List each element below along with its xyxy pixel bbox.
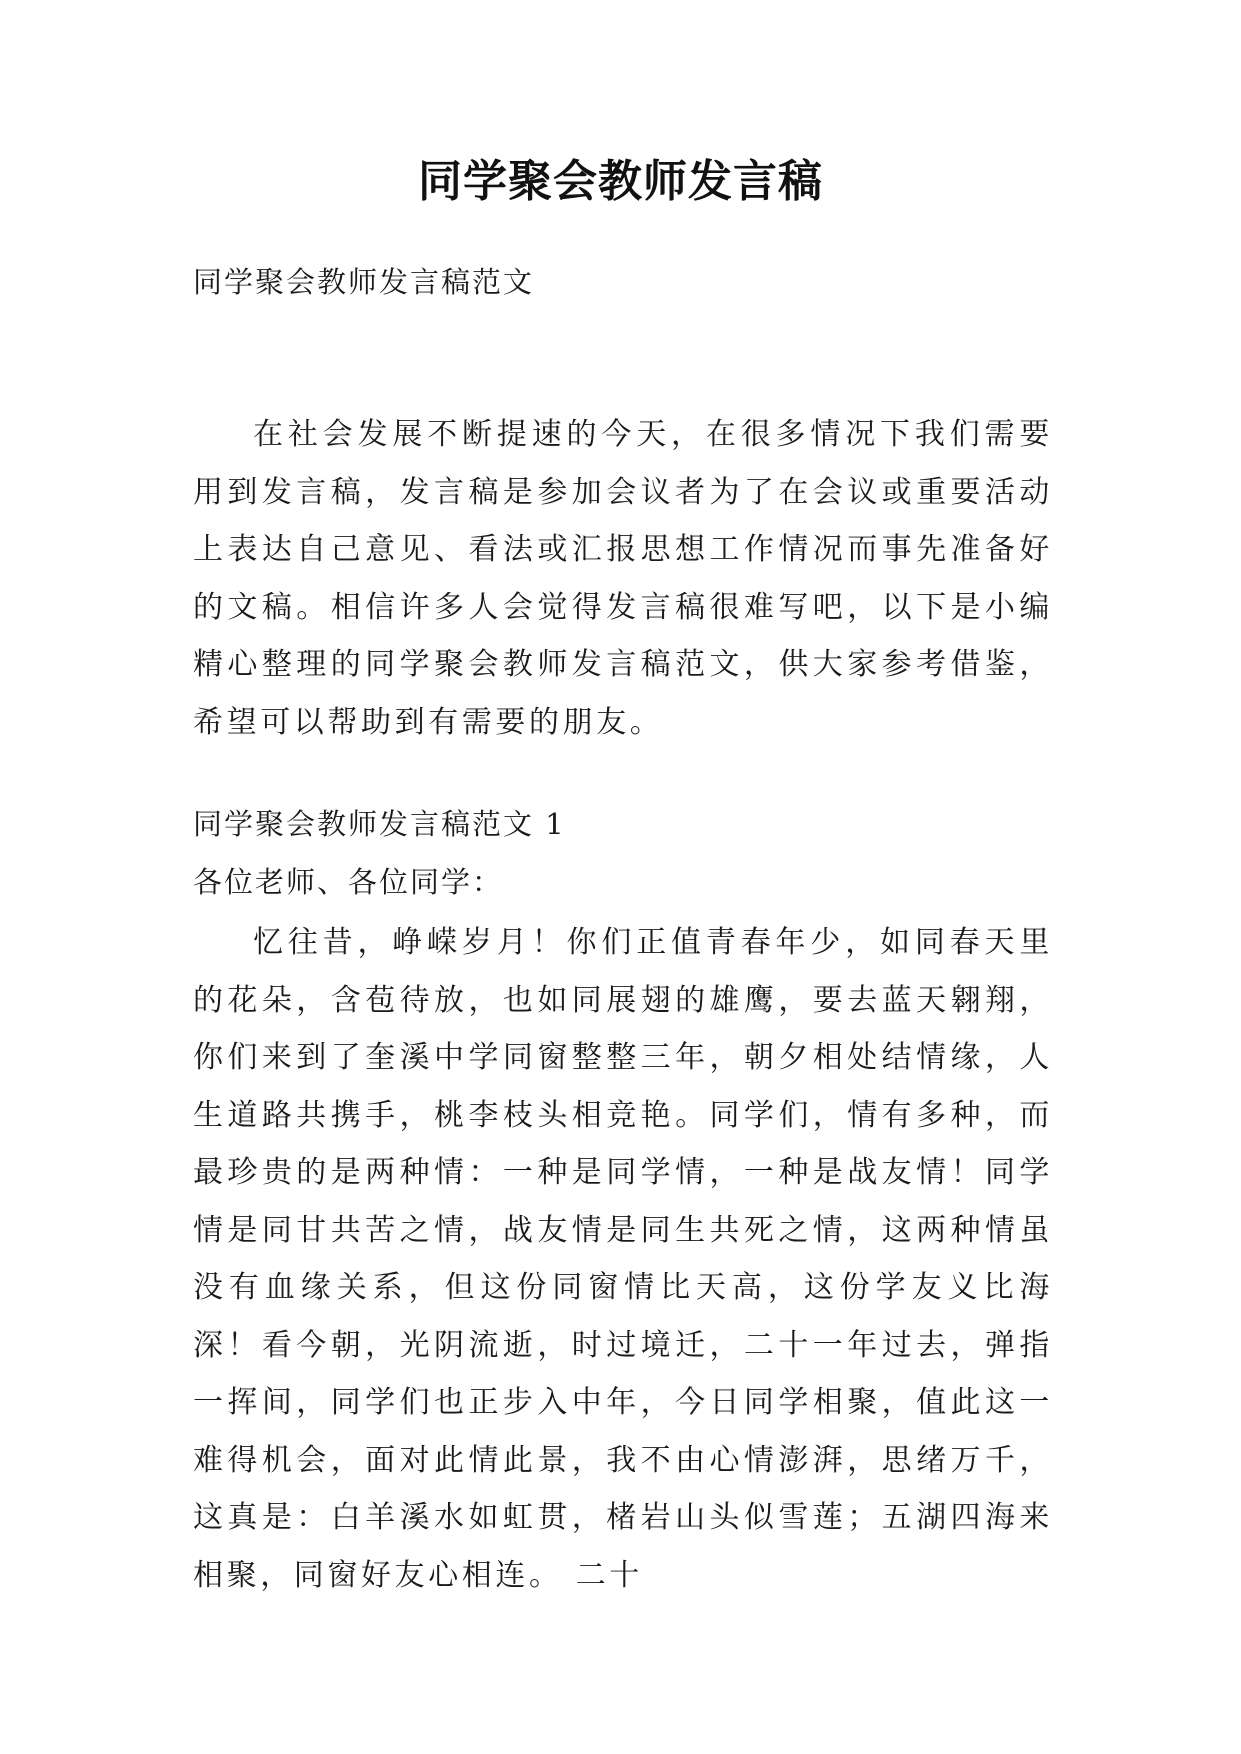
body-paragraph: 忆往昔，峥嵘岁月！你们正值青春年少，如同春天里的花朵，含苞待放，也如同展翅的雄鹰，要去蓝天翱翔，你们来到了奎溪中学同窗整整三年，朝夕相处结情缘，人生道路共携手，桃李枝头相竞艳。同学们，情有多种，而最珍贵的是两种情：一种是同学情，一种是战友情！同学情是同甘共苦之情，战友情是同生共死之情，这两种情虽没有血缘关系，但这份同窗情比天高，这份学友义比海深！看今朝，光阴流逝，时过境迁，二十一年过去，弹指一挥间，同学们也正步入中年，今日同学相聚，值此这一难得机会，面对此情此景，我不由心情澎湃，思绪万千，这真是：白羊溪水如虹贯，楮岩山头似雪莲；五湖四海来相聚，同窗好友心相连。 二十: [193, 925, 1053, 1593]
section-heading: 同学聚会教师发言稿范文 1: [193, 807, 566, 841]
document-title: 同学聚会教师发言稿: [418, 156, 823, 207]
document-subtitle: 同学聚会教师发言稿范文: [193, 265, 535, 299]
intro-paragraph: 在社会发展不断提速的今天，在很多情况下我们需要用到发言稿，发言稿是参加会议者为了在会议或重要活动上表达自己意见、看法或汇报思想工作情况而事先准备好的文稿。相信许多人会觉得发言稿很难写吧，以下是小编精心整理的同学聚会教师发言稿范文，供大家参考借鉴，希望可以帮助到有需要的朋友。: [193, 417, 1053, 740]
salutation: 各位老师、各位同学：: [193, 865, 504, 899]
